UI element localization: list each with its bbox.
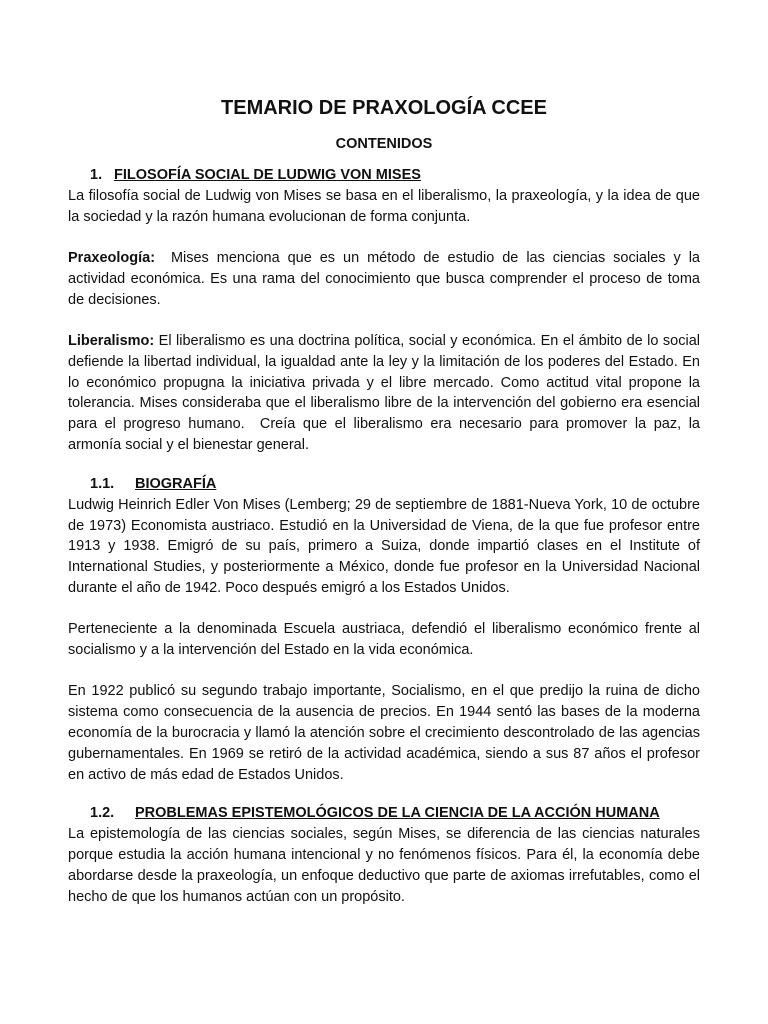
section-1-1-title: BIOGRAFÍA	[135, 475, 217, 492]
page-title: TEMARIO DE PRAXOLOGÍA CCEE	[221, 97, 547, 119]
biografia-paragraph-1: Ludwig Heinrich Edler Von Mises (Lemberg; 29 de septiembre de 1881-Nueva York, 10 de octubre de 1973) Economista austriaco. Estudió en la Universidad de Viena, de la que fue profesor entre 1913 y 1938. Emigró de su país, primero a Suiza, donde impartió clases en el Institute of International Studies, y posteriormente a México, donde fue profesor en la Universidad Nacional durante el año de 1942. Poco después emigró a los Estados Unidos.	[68, 496, 700, 596]
section-1-number: 1.	[90, 167, 103, 183]
epistemologia-paragraph: La epistemología de las ciencias sociales, según Mises, se diferencia de las ciencias naturales porque estudia la acción humana intencional y no fenómenos físicos. Para él, la economía debe abordarse desde la praxeología, un enfoque deductivo que parte de axiomas irrefutables, como el hecho de que los humanos actúan con un propósito.	[68, 826, 700, 905]
praxeologia-text: Mises menciona que es un método de estudio de las ciencias sociales y la actividad económica. Es una rama del conocimiento que busca comprender el proceso de toma de decisiones.	[68, 250, 705, 308]
section-1-2-number: 1.2.	[90, 805, 115, 822]
section-1-2-heading	[68, 803, 700, 824]
biografia-paragraph-3: En 1922 publicó su segundo trabajo importante, Socialismo, en el que predijo la ruina de dicho sistema como consecuencia de la ausencia de precios. En 1944 sentó las bases de la moderna economía de la burocracia y llamó la atención sobre el crecimiento descontrolado de las agencias gubernamentales. En 1969 se retiró de la actividad académica, siendo a sus 87 años el profesor en activo de más edad de Estados Unidos.	[68, 683, 700, 783]
section-1-1-heading	[68, 474, 700, 495]
liberalismo-label: Liberalismo:	[68, 332, 155, 349]
section-1-2-title: PROBLEMAS EPISTEMOLÓGICOS DE LA CIENCIA DE LA ACCIÓN HUMANA	[135, 805, 660, 822]
page-subtitle: CONTENIDOS	[335, 136, 433, 152]
section-1-intro: La filosofía social de Ludwig von Mises se basa en el liberalismo, la praxeología, y la idea de que la sociedad y la razón humana evolucionan de forma conjunta.	[68, 188, 700, 225]
liberalismo-text: El liberalismo es una doctrina política, social y económica. En el ámbito de lo social defiende la libertad individual, la igualdad ante la ley y la limitación de los poderes del Estado. En lo económico propugna la iniciativa privada y el libre mercado. Como actitud vital propone la tolerancia. Mises consideraba que el liberalismo libre de la intervención del gobierno era esencial para el progreso humano. Creía que el liberalismo era necesario para promover la paz, la armonía social y el bienestar general.	[68, 332, 705, 453]
liberalismo-paragraph	[68, 331, 705, 456]
section-1-heading	[68, 165, 700, 186]
praxeologia-paragraph	[68, 248, 705, 310]
section-1-1-number: 1.1.	[90, 475, 115, 492]
praxeologia-label: Praxeología:	[68, 250, 156, 267]
section-1-title: FILOSOFÍA SOCIAL DE LUDWIG VON MISES	[114, 167, 421, 183]
biografia-paragraph-2: Perteneciente a la denominada Escuela austriaca, defendió el liberalismo económico frente al socialismo y a la intervención del Estado en la vida económica.	[68, 621, 700, 659]
